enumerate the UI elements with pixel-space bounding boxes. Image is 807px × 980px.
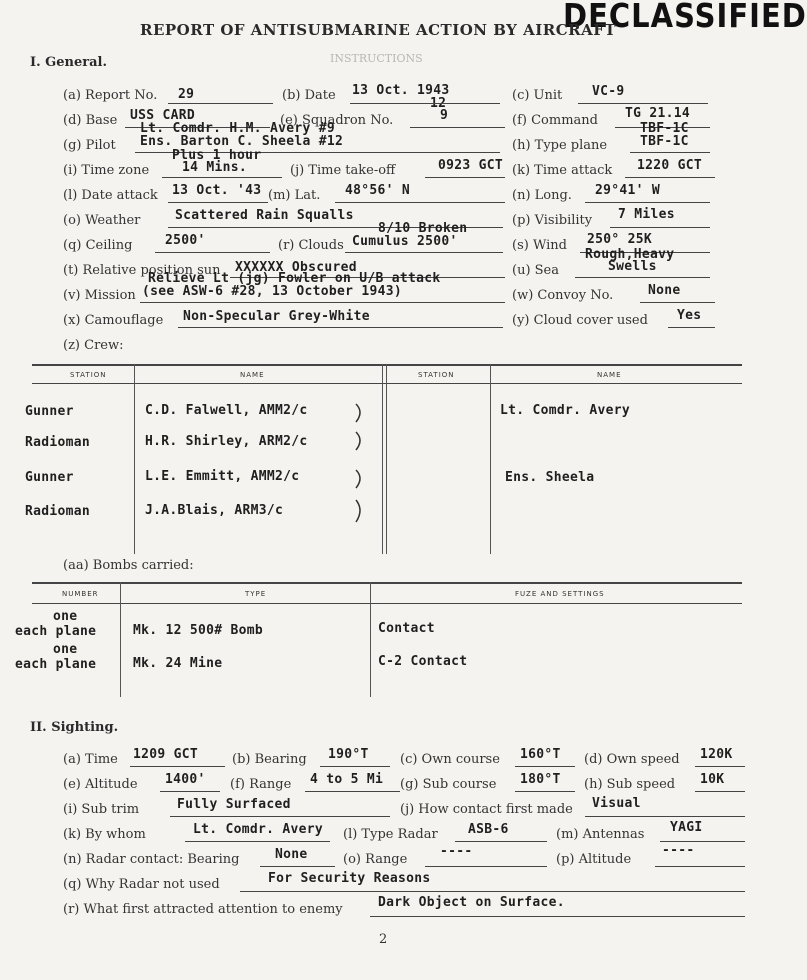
sub-speed-underline (695, 791, 745, 792)
radar-type-value: ASB-6 (468, 822, 509, 837)
cloud-cover-underline (668, 327, 715, 328)
base-label: (d) Base (63, 113, 118, 128)
sub-trim-label: (i) Sub trim (63, 802, 140, 817)
crew-header-station-right: STATION (418, 371, 455, 379)
ceiling-value: 2500' (165, 233, 206, 248)
pilot-value-1: Lt. Comdr. H.M. Avery #9 (140, 121, 336, 136)
bombs-divider-2 (370, 582, 371, 697)
mission-underline (140, 302, 505, 303)
bearing-underline (320, 766, 390, 767)
sun-position-label: (t) Relative position sun (63, 263, 221, 278)
attention-value: Dark Object on Surface. (378, 895, 565, 910)
own-speed-underline (695, 766, 745, 767)
take-off-value: 0923 GCT (438, 158, 504, 173)
crew-table-header-border (32, 383, 742, 384)
range-label: (f) Range (230, 777, 292, 792)
section-general-heading: I. General. (30, 55, 107, 70)
attention-underline (370, 916, 745, 917)
altitude-underline (160, 791, 220, 792)
unit-label: (c) Unit (512, 88, 563, 103)
convoy-underline (640, 302, 715, 303)
date-attack-underline (168, 202, 268, 203)
radar-type-label: (l) Type Radar (343, 827, 438, 842)
altitude-label: (e) Altitude (63, 777, 138, 792)
long-label: (n) Long. (512, 188, 572, 203)
own-course-underline (515, 766, 575, 767)
sight-time-underline (130, 766, 225, 767)
contact-method-label: (j) How contact first made (400, 802, 573, 817)
cloud-cover-value: Yes (677, 308, 702, 323)
crew-name: L.E. Emmitt, AMM2/c (145, 469, 300, 484)
wind-value: 250° 25K (587, 232, 653, 247)
radar-reason-underline (240, 891, 745, 892)
radar-type-underline (455, 841, 547, 842)
time-attack-label: (k) Time attack (512, 163, 613, 178)
sub-speed-label: (h) Sub speed (584, 777, 676, 792)
date-note: 12 (430, 96, 447, 111)
antennas-underline (660, 841, 745, 842)
crew-station: Radioman (25, 435, 91, 450)
sub-course-value: 180°T (520, 772, 561, 787)
radar-bearing-label: (n) Radar contact: Bearing (63, 852, 240, 867)
contact-method-value: Visual (592, 796, 641, 811)
squadron-underline (410, 127, 505, 128)
unit-value: VC-9 (592, 84, 625, 99)
bombs-divider-1 (120, 582, 121, 697)
sub-speed-value: 10K (700, 772, 725, 787)
radar-altitude-label: (p) Altitude (556, 852, 632, 867)
crew-pilot-name: Ens. Sheela (505, 470, 595, 485)
date-label: (b) Date (282, 88, 336, 103)
bearing-label: (b) Bearing (232, 752, 307, 767)
camouflage-label: (x) Camouflage (63, 313, 164, 328)
declassified-stamp: DECLASSIFIED (563, 0, 807, 36)
crew-divider-4 (490, 364, 491, 554)
altitude-value: 1400' (165, 772, 206, 787)
date-attack-value: 13 Oct. '43 (172, 183, 262, 198)
visibility-label: (p) Visibility (512, 213, 593, 228)
base-value: USS CARD (130, 108, 196, 123)
own-speed-value: 120K (700, 747, 733, 762)
crew-name: C.D. Falwell, AMM2/c (145, 403, 308, 418)
bomb-number-line2: each plane (15, 624, 97, 639)
crew-station: Gunner (25, 404, 74, 419)
lat-label: (m) Lat. (268, 188, 321, 203)
bomb-fuze: Contact (378, 621, 435, 636)
pilot-value-2: Ens. Barton C. Sheela #12 (140, 134, 344, 149)
visibility-underline (610, 227, 710, 228)
sea-underline (575, 277, 710, 278)
bearing-value: 190°T (328, 747, 369, 762)
bracket-mark (356, 432, 360, 450)
crew-header-name-right: NAME (597, 371, 622, 379)
camouflage-value: Non-Specular Grey-White (183, 309, 370, 324)
crew-table-top-border (32, 364, 742, 366)
bomb-number-line2: each plane (15, 657, 97, 672)
weather-value: Scattered Rain Squalls (175, 208, 354, 223)
sea-value-1: Rough,Heavy (585, 247, 675, 262)
ceiling-label: (q) Ceiling (63, 238, 133, 253)
lat-value: 48°56' N (345, 183, 411, 198)
contact-method-underline (585, 816, 745, 817)
mission-value-2: (see ASW-6 #28, 13 October 1943) (142, 284, 403, 299)
antennas-label: (m) Antennas (556, 827, 645, 842)
radar-range-label: (o) Range (343, 852, 408, 867)
report-title: REPORT OF ANTISUBMARINE ACTION BY AIRCRAFT (140, 21, 617, 39)
crew-divider-3 (386, 364, 387, 554)
radar-reason-value: For Security Reasons (268, 871, 431, 886)
antennas-value: YAGI (670, 820, 703, 835)
report-no-label: (a) Report No. (63, 88, 158, 103)
long-underline (585, 202, 710, 203)
page-number: 2 (379, 932, 388, 947)
bomb-fuze: C-2 Contact (378, 654, 468, 669)
bracket-mark (356, 404, 360, 422)
date-underline (350, 103, 500, 104)
bomb-type: Mk. 24 Mine (133, 656, 223, 671)
radar-altitude-value: ---- (662, 843, 695, 858)
crew-header-name-left: NAME (240, 371, 265, 379)
pilot-label: (g) Pilot (63, 138, 116, 153)
crew-brackets (350, 400, 370, 530)
crew-divider-1 (134, 364, 135, 554)
convoy-label: (w) Convoy No. (512, 288, 614, 303)
bracket-mark (356, 500, 360, 522)
bomb-number-line1: one (53, 642, 78, 657)
sea-value-2: Swells (608, 259, 657, 274)
time-attack-underline (625, 177, 715, 178)
bombs-header-type: TYPE (245, 590, 267, 598)
unit-underline (578, 103, 708, 104)
time-zone-underline (162, 177, 282, 178)
clouds-value-1: 8/10 Broken (378, 221, 468, 236)
time-zone-value-2: 14 Mins. (182, 160, 248, 175)
crew-header-station-left: STATION (70, 371, 107, 379)
crew-name: H.R. Shirley, ARM2/c (145, 434, 308, 449)
squadron-label: (e) Squadron No. (280, 113, 394, 128)
by-whom-value: Lt. Comdr. Avery (193, 822, 324, 837)
visibility-value: 7 Miles (618, 207, 675, 222)
bombs-table-top-border (32, 582, 742, 584)
sight-time-value: 1209 GCT (133, 747, 199, 762)
sub-course-label: (g) Sub course (400, 777, 497, 792)
own-speed-label: (d) Own speed (584, 752, 680, 767)
crew-label: (z) Crew: (63, 338, 124, 353)
cloud-cover-label: (y) Cloud cover used (512, 313, 648, 328)
bombs-header-fuze: FUZE AND SETTINGS (515, 590, 605, 598)
date-attack-label: (l) Date attack (63, 188, 158, 203)
crew-station: Gunner (25, 470, 74, 485)
crew-pilot-name: Lt. Comdr. Avery (500, 403, 631, 418)
ghost-heading: INSTRUCTIONS (330, 52, 423, 65)
mission-value-1: Relieve Lt (jg) Fowler on U/B attack (148, 271, 441, 286)
time-attack-value: 1220 GCT (637, 158, 703, 173)
report-no-underline (168, 103, 273, 104)
radar-range-value: ---- (440, 844, 473, 859)
weather-label: (o) Weather (63, 213, 141, 228)
sub-course-underline (515, 791, 575, 792)
radar-altitude-underline (655, 866, 745, 867)
type-plane-underline (630, 152, 710, 153)
long-value: 29°41' W (595, 183, 661, 198)
radar-bearing-underline (260, 866, 335, 867)
command-label: (f) Command (512, 113, 598, 128)
sub-trim-underline (170, 816, 390, 817)
squadron-value: 9 (440, 108, 449, 123)
ceiling-underline (155, 252, 270, 253)
radar-range-underline (425, 866, 547, 867)
radar-reason-label: (q) Why Radar not used (63, 877, 220, 892)
date-value: 13 Oct. 1943 (352, 83, 450, 98)
convoy-value: None (648, 283, 681, 298)
bomb-type: Mk. 12 500# Bomb (133, 623, 264, 638)
by-whom-underline (185, 841, 330, 842)
crew-name: J.A.Blais, ARM3/c (145, 503, 284, 518)
clouds-label: (r) Clouds (278, 238, 344, 253)
range-underline (305, 791, 400, 792)
radar-bearing-value: None (275, 847, 308, 862)
bombs-table-header-border (32, 603, 742, 604)
sub-trim-value: Fully Surfaced (177, 797, 291, 812)
bombs-header-number: NUMBER (62, 590, 99, 598)
time-zone-label: (i) Time zone (63, 163, 150, 178)
type-plane-value-2: TBF-1C (640, 134, 689, 149)
lat-underline (335, 202, 505, 203)
sun-position-value: XXXXXX Obscured (235, 260, 357, 275)
section-sighting-heading: II. Sighting. (30, 720, 119, 735)
sight-time-label: (a) Time (63, 752, 118, 767)
command-value: TG 21.14 (625, 106, 691, 121)
clouds-underline (345, 252, 503, 253)
bomb-number-line1: one (53, 609, 78, 624)
bracket-mark (356, 470, 360, 488)
take-off-label: (j) Time take-off (290, 163, 396, 178)
take-off-underline (425, 177, 505, 178)
time-zone-value-1: Plus 1 hour (172, 148, 262, 163)
attention-label: (r) What first attracted attention to enemy (63, 902, 343, 917)
range-value: 4 to 5 Mi (310, 772, 384, 787)
clouds-value-2: Cumulus 2500' (352, 234, 458, 249)
report-no-value: 29 (178, 87, 195, 102)
crew-station: Radioman (25, 504, 91, 519)
wind-label: (s) Wind (512, 238, 567, 253)
type-plane-label: (h) Type plane (512, 138, 608, 153)
camouflage-underline (178, 327, 503, 328)
bombs-label: (aa) Bombs carried: (63, 558, 194, 573)
sea-label: (u) Sea (512, 263, 559, 278)
crew-divider-2 (382, 364, 383, 554)
by-whom-label: (k) By whom (63, 827, 146, 842)
own-course-value: 160°T (520, 747, 561, 762)
own-course-label: (c) Own course (400, 752, 500, 767)
type-plane-value-1: TBF-1C (640, 121, 689, 136)
mission-label: (v) Mission (63, 288, 136, 303)
